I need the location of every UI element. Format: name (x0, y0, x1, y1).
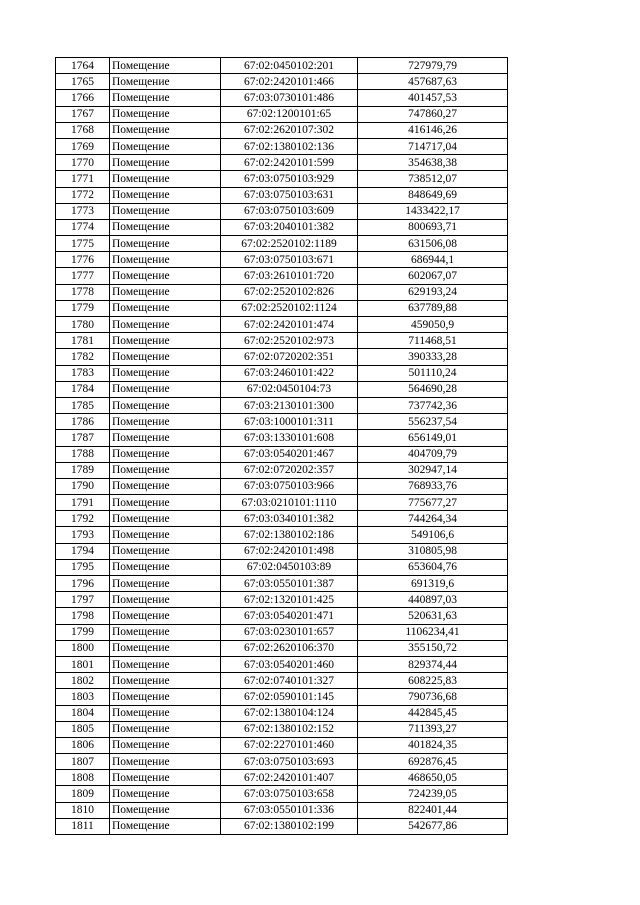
object-type-cell: Помещение (110, 754, 221, 770)
row-number-cell: 1775 (56, 236, 110, 252)
object-type-cell: Помещение (110, 737, 221, 753)
cadastral-value-cell: 501110,24 (358, 365, 508, 381)
table-row (56, 511, 508, 527)
cadastral-value-cell: 401824,35 (358, 737, 508, 753)
row-number-cell: 1781 (56, 333, 110, 349)
row-number-cell: 1802 (56, 673, 110, 689)
cadastral-value-cell: 390333,28 (358, 349, 508, 365)
object-type-cell: Помещение (110, 559, 221, 575)
cadastral-value-cell: 714717,04 (358, 138, 508, 154)
cadastral-value-cell: 468650,05 (358, 770, 508, 786)
table-row (56, 203, 508, 219)
row-number-cell: 1792 (56, 511, 110, 527)
cadastral-number-cell: 67:03:0750103:929 (221, 171, 358, 187)
cadastral-value-cell: 602067,07 (358, 268, 508, 284)
object-type-cell: Помещение (110, 608, 221, 624)
table-row (56, 673, 508, 689)
row-number-cell: 1773 (56, 203, 110, 219)
cadastral-number-cell: 67:02:0740101:327 (221, 673, 358, 689)
table-row (56, 446, 508, 462)
object-type-cell: Помещение (110, 576, 221, 592)
row-number-cell: 1794 (56, 543, 110, 559)
cadastral-number-cell: 67:03:0550101:336 (221, 802, 358, 818)
cadastral-number-cell: 67:03:0210101:1110 (221, 495, 358, 511)
table-row (56, 737, 508, 753)
table-row (56, 430, 508, 446)
object-type-cell: Помещение (110, 543, 221, 559)
table-row (56, 705, 508, 721)
cadastral-number-cell: 67:02:2620107:302 (221, 122, 358, 138)
cadastral-number-cell: 67:02:1380102:186 (221, 527, 358, 543)
table-row (56, 559, 508, 575)
cadastral-value-cell: 692876,45 (358, 754, 508, 770)
cadastral-number-cell: 67:02:0590101:145 (221, 689, 358, 705)
cadastral-value-cell: 564690,28 (358, 381, 508, 397)
row-number-cell: 1772 (56, 187, 110, 203)
object-type-cell: Помещение (110, 446, 221, 462)
object-type-cell: Помещение (110, 90, 221, 106)
table-row (56, 802, 508, 818)
row-number-cell: 1789 (56, 462, 110, 478)
cadastral-number-cell: 67:03:2610101:720 (221, 268, 358, 284)
row-number-cell: 1783 (56, 365, 110, 381)
table-row (56, 624, 508, 640)
row-number-cell: 1780 (56, 317, 110, 333)
row-number-cell: 1809 (56, 786, 110, 802)
row-number-cell: 1777 (56, 268, 110, 284)
row-number-cell: 1795 (56, 559, 110, 575)
row-number-cell: 1811 (56, 818, 110, 834)
object-type-cell: Помещение (110, 187, 221, 203)
cadastral-value-cell: 310805,98 (358, 543, 508, 559)
cadastral-value-cell: 520631,63 (358, 608, 508, 624)
object-type-cell: Помещение (110, 138, 221, 154)
cadastral-number-cell: 67:02:1380104:124 (221, 705, 358, 721)
cadastral-value-cell: 686944,1 (358, 252, 508, 268)
cadastral-value-cell: 691319,6 (358, 576, 508, 592)
cadastral-value-cell: 711468,51 (358, 333, 508, 349)
cadastral-value-cell: 442845,45 (358, 705, 508, 721)
table-row (56, 219, 508, 235)
object-type-cell: Помещение (110, 462, 221, 478)
cadastral-number-cell: 67:03:0750103:631 (221, 187, 358, 203)
table-row (56, 656, 508, 672)
row-number-cell: 1784 (56, 381, 110, 397)
object-type-cell: Помещение (110, 705, 221, 721)
table-row (56, 754, 508, 770)
cadastral-value-cell: 711393,27 (358, 721, 508, 737)
object-type-cell: Помещение (110, 300, 221, 316)
cadastral-value-cell: 656149,01 (358, 430, 508, 446)
row-number-cell: 1810 (56, 802, 110, 818)
row-number-cell: 1779 (56, 300, 110, 316)
row-number-cell: 1808 (56, 770, 110, 786)
cadastral-number-cell: 67:02:2520102:1189 (221, 236, 358, 252)
table-row (56, 58, 508, 74)
cadastral-number-cell: 67:02:0450104:73 (221, 381, 358, 397)
row-number-cell: 1803 (56, 689, 110, 705)
object-type-cell: Помещение (110, 317, 221, 333)
row-number-cell: 1769 (56, 138, 110, 154)
table-row (56, 381, 508, 397)
object-type-cell: Помещение (110, 770, 221, 786)
row-number-cell: 1786 (56, 414, 110, 430)
cadastral-number-cell: 67:03:0540201:467 (221, 446, 358, 462)
cadastral-number-cell: 67:03:0730101:486 (221, 90, 358, 106)
row-number-cell: 1788 (56, 446, 110, 462)
cadastral-number-cell: 67:03:0750103:658 (221, 786, 358, 802)
table-row (56, 317, 508, 333)
cadastral-number-cell: 67:02:1380102:152 (221, 721, 358, 737)
table-row (56, 543, 508, 559)
row-number-cell: 1798 (56, 608, 110, 624)
table-row (56, 138, 508, 154)
cadastral-number-cell: 67:02:0450102:201 (221, 58, 358, 74)
cadastral-value-cell: 790736,68 (358, 689, 508, 705)
row-number-cell: 1791 (56, 495, 110, 511)
cadastral-number-cell: 67:02:1200101:65 (221, 106, 358, 122)
cadastral-value-cell: 768933,76 (358, 478, 508, 494)
cadastral-value-cell: 724239,05 (358, 786, 508, 802)
cadastral-number-cell: 67:03:0340101:382 (221, 511, 358, 527)
cadastral-value-cell: 302947,14 (358, 462, 508, 478)
table-row (56, 576, 508, 592)
cadastral-value-cell: 1106234,41 (358, 624, 508, 640)
cadastral-number-cell: 67:02:2420101:599 (221, 155, 358, 171)
cadastral-number-cell: 67:02:1320101:425 (221, 592, 358, 608)
cadastral-number-cell: 67:02:2270101:460 (221, 737, 358, 753)
table-row (56, 236, 508, 252)
object-type-cell: Помещение (110, 624, 221, 640)
table-row (56, 592, 508, 608)
cadastral-value-table (55, 57, 508, 835)
table-row (56, 478, 508, 494)
object-type-cell: Помещение (110, 414, 221, 430)
cadastral-value-cell: 822401,44 (358, 802, 508, 818)
object-type-cell: Помещение (110, 640, 221, 656)
table-row (56, 818, 508, 834)
row-number-cell: 1807 (56, 754, 110, 770)
object-type-cell: Помещение (110, 495, 221, 511)
cadastral-value-cell: 829374,44 (358, 656, 508, 672)
cadastral-number-cell: 67:02:1380102:136 (221, 138, 358, 154)
cadastral-number-cell: 67:03:0750103:609 (221, 203, 358, 219)
table-row (56, 640, 508, 656)
row-number-cell: 1768 (56, 122, 110, 138)
object-type-cell: Помещение (110, 122, 221, 138)
cadastral-value-cell: 542677,86 (358, 818, 508, 834)
cadastral-value-cell: 440897,03 (358, 592, 508, 608)
cadastral-value-cell: 549106,6 (358, 527, 508, 543)
cadastral-value-cell: 737742,36 (358, 397, 508, 413)
cadastral-value-cell: 848649,69 (358, 187, 508, 203)
cadastral-number-cell: 67:03:0230101:657 (221, 624, 358, 640)
table-row (56, 786, 508, 802)
cadastral-value-cell: 608225,83 (358, 673, 508, 689)
object-type-cell: Помещение (110, 478, 221, 494)
object-type-cell: Помещение (110, 656, 221, 672)
object-type-cell: Помещение (110, 818, 221, 834)
object-type-cell: Помещение (110, 333, 221, 349)
object-type-cell: Помещение (110, 592, 221, 608)
object-type-cell: Помещение (110, 802, 221, 818)
object-type-cell: Помещение (110, 527, 221, 543)
object-type-cell: Помещение (110, 673, 221, 689)
table-row (56, 74, 508, 90)
table-row (56, 155, 508, 171)
cadastral-number-cell: 67:02:2620106:370 (221, 640, 358, 656)
object-type-cell: Помещение (110, 155, 221, 171)
object-type-cell: Помещение (110, 349, 221, 365)
row-number-cell: 1776 (56, 252, 110, 268)
cadastral-number-cell: 67:02:0450103:89 (221, 559, 358, 575)
cadastral-value-cell: 416146,26 (358, 122, 508, 138)
cadastral-value-cell: 556237,54 (358, 414, 508, 430)
object-type-cell: Помещение (110, 689, 221, 705)
cadastral-number-cell: 67:03:0750103:966 (221, 478, 358, 494)
table-row (56, 721, 508, 737)
cadastral-number-cell: 67:02:2520102:973 (221, 333, 358, 349)
cadastral-number-cell: 67:03:2460101:422 (221, 365, 358, 381)
table-row (56, 414, 508, 430)
row-number-cell: 1771 (56, 171, 110, 187)
cadastral-value-cell: 457687,63 (358, 74, 508, 90)
cadastral-number-cell: 67:02:0720202:357 (221, 462, 358, 478)
object-type-cell: Помещение (110, 252, 221, 268)
cadastral-number-cell: 67:03:1330101:608 (221, 430, 358, 446)
cadastral-value-cell: 401457,53 (358, 90, 508, 106)
object-type-cell: Помещение (110, 171, 221, 187)
cadastral-value-cell: 404709,79 (358, 446, 508, 462)
cadastral-number-cell: 67:03:1000101:311 (221, 414, 358, 430)
object-type-cell: Помещение (110, 74, 221, 90)
row-number-cell: 1799 (56, 624, 110, 640)
object-type-cell: Помещение (110, 203, 221, 219)
cadastral-number-cell: 67:03:0750103:693 (221, 754, 358, 770)
object-type-cell: Помещение (110, 397, 221, 413)
table-row (56, 268, 508, 284)
row-number-cell: 1782 (56, 349, 110, 365)
row-number-cell: 1774 (56, 219, 110, 235)
cadastral-number-cell: 67:03:0750103:671 (221, 252, 358, 268)
cadastral-number-cell: 67:03:0540201:460 (221, 656, 358, 672)
row-number-cell: 1785 (56, 397, 110, 413)
table-row (56, 462, 508, 478)
row-number-cell: 1797 (56, 592, 110, 608)
row-number-cell: 1770 (56, 155, 110, 171)
row-number-cell: 1766 (56, 90, 110, 106)
object-type-cell: Помещение (110, 284, 221, 300)
cadastral-number-cell: 67:02:0720202:351 (221, 349, 358, 365)
object-type-cell: Помещение (110, 381, 221, 397)
object-type-cell: Помещение (110, 219, 221, 235)
table-row (56, 527, 508, 543)
table-row (56, 397, 508, 413)
table-row (56, 349, 508, 365)
cadastral-value-cell: 727979,79 (358, 58, 508, 74)
table-row (56, 608, 508, 624)
table-row (56, 187, 508, 203)
table-row (56, 495, 508, 511)
table-row (56, 300, 508, 316)
object-type-cell: Помещение (110, 106, 221, 122)
object-type-cell: Помещение (110, 721, 221, 737)
object-type-cell: Помещение (110, 786, 221, 802)
cadastral-value-cell: 747860,27 (358, 106, 508, 122)
cadastral-number-cell: 67:03:0550101:387 (221, 576, 358, 592)
cadastral-number-cell: 67:02:2520102:826 (221, 284, 358, 300)
cadastral-value-cell: 738512,07 (358, 171, 508, 187)
table-body (56, 58, 508, 835)
cadastral-value-cell: 800693,71 (358, 219, 508, 235)
object-type-cell: Помещение (110, 430, 221, 446)
cadastral-value-cell: 459050,9 (358, 317, 508, 333)
cadastral-number-cell: 67:03:2130101:300 (221, 397, 358, 413)
row-number-cell: 1796 (56, 576, 110, 592)
row-number-cell: 1787 (56, 430, 110, 446)
cadastral-number-cell: 67:02:2420101:466 (221, 74, 358, 90)
cadastral-number-cell: 67:03:2040101:382 (221, 219, 358, 235)
cadastral-value-cell: 355150,72 (358, 640, 508, 656)
row-number-cell: 1790 (56, 478, 110, 494)
cadastral-value-cell: 631506,08 (358, 236, 508, 252)
cadastral-value-cell: 637789,88 (358, 300, 508, 316)
row-number-cell: 1801 (56, 656, 110, 672)
cadastral-value-cell: 653604,76 (358, 559, 508, 575)
row-number-cell: 1804 (56, 705, 110, 721)
row-number-cell: 1778 (56, 284, 110, 300)
row-number-cell: 1800 (56, 640, 110, 656)
cadastral-number-cell: 67:02:2520102:1124 (221, 300, 358, 316)
cadastral-number-cell: 67:02:2420101:407 (221, 770, 358, 786)
object-type-cell: Помещение (110, 58, 221, 74)
table-row (56, 252, 508, 268)
object-type-cell: Помещение (110, 236, 221, 252)
table-row (56, 90, 508, 106)
row-number-cell: 1805 (56, 721, 110, 737)
cadastral-number-cell: 67:02:2420101:498 (221, 543, 358, 559)
object-type-cell: Помещение (110, 511, 221, 527)
cadastral-value-cell: 629193,24 (358, 284, 508, 300)
object-type-cell: Помещение (110, 365, 221, 381)
table-row (56, 689, 508, 705)
cadastral-value-cell: 775677,27 (358, 495, 508, 511)
table-row (56, 365, 508, 381)
cadastral-number-cell: 67:02:1380102:199 (221, 818, 358, 834)
row-number-cell: 1793 (56, 527, 110, 543)
table-row (56, 333, 508, 349)
cadastral-value-cell: 1433422,17 (358, 203, 508, 219)
cadastral-value-cell: 354638,38 (358, 155, 508, 171)
row-number-cell: 1764 (56, 58, 110, 74)
table-row (56, 122, 508, 138)
cadastral-number-cell: 67:03:0540201:471 (221, 608, 358, 624)
table-row (56, 284, 508, 300)
object-type-cell: Помещение (110, 268, 221, 284)
table-row (56, 770, 508, 786)
cadastral-value-cell: 744264,34 (358, 511, 508, 527)
cadastral-number-cell: 67:02:2420101:474 (221, 317, 358, 333)
row-number-cell: 1806 (56, 737, 110, 753)
table-row (56, 171, 508, 187)
row-number-cell: 1767 (56, 106, 110, 122)
table-row (56, 106, 508, 122)
row-number-cell: 1765 (56, 74, 110, 90)
